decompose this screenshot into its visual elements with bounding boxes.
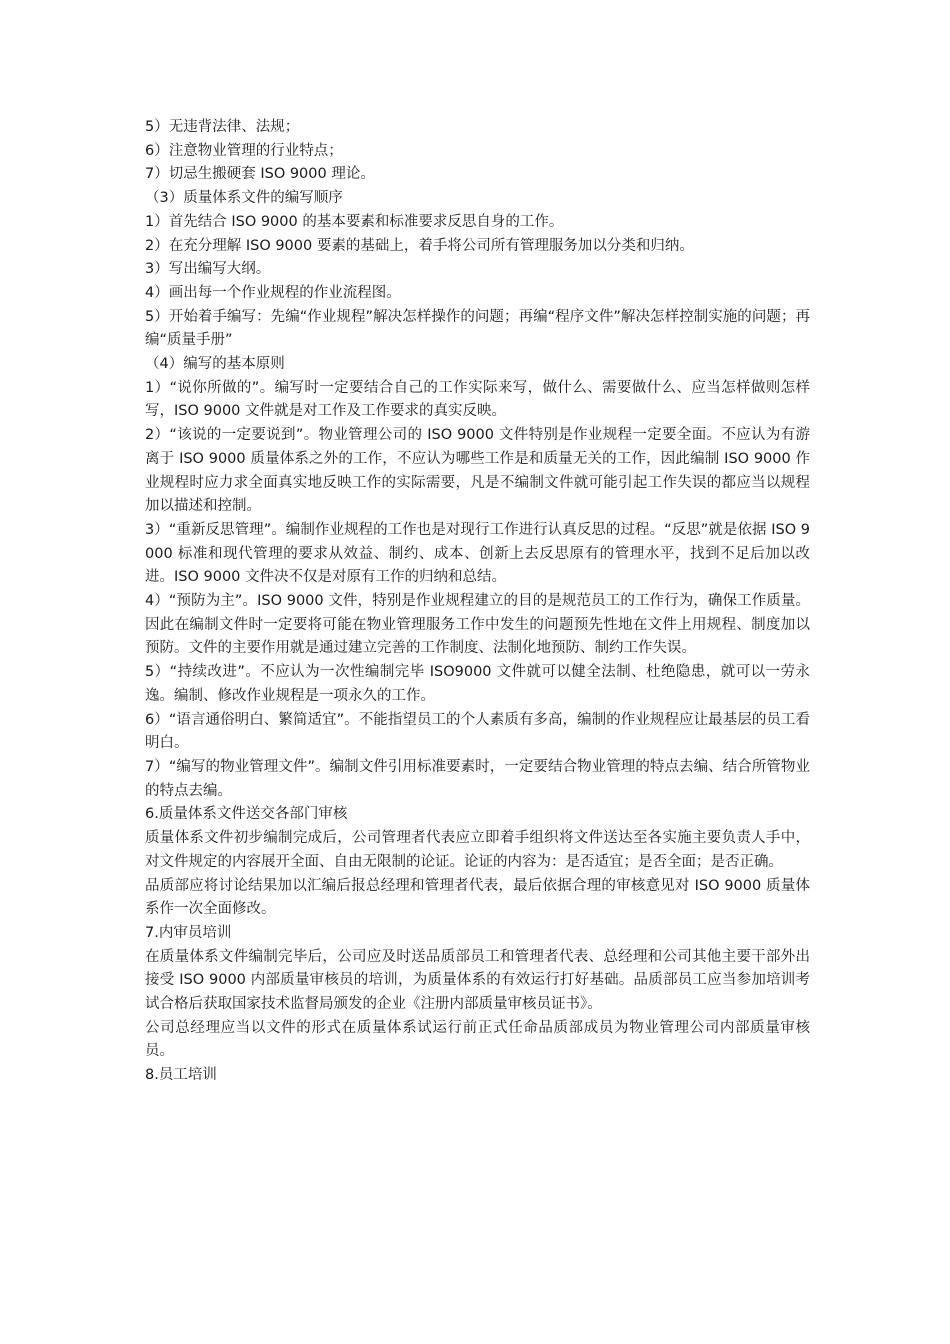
list-item: 4）画出每一个作业规程的作业流程图。 (145, 284, 401, 301)
list-item: 4）“预防为主”。ISO 9000 文件，特别是作业规程建立的目的是规范员工的工作行为，确保工作质量。因此在编制文件时一定要将可能在物业管理服务工作中发生的问题预先性地在文件上用规程、制度加以预防。文件的主要作用就是通过建立完善的工作制度、法制化地预防、制约工作失误。 (145, 593, 810, 657)
list-item: 6）注意物业管理的行业特点； (145, 142, 343, 159)
section-heading: （3）质量体系文件的编写顺序 (145, 190, 343, 207)
section-heading: （4）编写的基本原则 (145, 356, 285, 373)
list-item: 7）“编写的物业管理文件”。编制文件引用标准要素时，一定要结合物业管理的特点去编、结合所管物业的特点去编。 (145, 758, 810, 799)
paragraph: 公司总经理应当以文件的形式在质量体系试运行前正式任命品质部成员为物业管理公司内部质量审核员。 (145, 1019, 810, 1060)
list-item: 7）切忌生搬硬套 ISO 9000 理论。 (145, 166, 375, 183)
section-heading: 7.内审员培训 (145, 924, 232, 941)
list-item: 5）“持续改进”。不应认为一次性编制完毕 ISO9000 文件就可以健全法制、杜绝隐患，就可以一劳永逸。编制、修改作业规程是一项永久的工作。 (145, 664, 810, 704)
list-item: 3）写出编写大纲。 (145, 261, 271, 278)
section-heading: 8.员工培训 (145, 1067, 217, 1084)
paragraph: 品质部应将讨论结果加以汇编后报总经理和管理者代表，最后依据合理的审核意见对 ISO 9000 质量体系作一次全面修改。 (145, 877, 810, 918)
list-item: 2）在充分理解 ISO 9000 要素的基础上，着手将公司所有管理服务加以分类和归纳。 (145, 237, 694, 254)
list-item: 5）开始着手编写：先编“作业规程”解决怎样操作的问题；再编“程序文件”解决怎样控制实施的问题；再编“质量手册” (145, 308, 810, 349)
list-item: 6）“语言通俗明白、繁简适宜”。不能指望员工的个人素质有多高，编制的作业规程应让最基层的员工看明白。 (145, 711, 810, 752)
document-body (145, 116, 810, 1088)
list-item: 2）“该说的一定要说到”。物业管理公司的 ISO 9000 文件特别是作业规程一定要全面。不应认为有游离于 ISO 9000 质量体系之外的工作，不应认为哪些工作是和质量无关的工作，因此编制 ISO 9000 作业规程时应力求全面真实地反映工作的实际需要，凡是不编制文件就可能引起工作失误的都应当以规程加以描述和控制。 (145, 427, 810, 515)
list-item: 1）首先结合 ISO 9000 的基本要素和标准要求反思自身的工作。 (145, 213, 564, 230)
list-item: 5）无违背法律、法规； (145, 119, 300, 135)
paragraph: 在质量体系文件编制完毕后，公司应及时送品质部员工和管理者代表、总经理和公司其他主要干部外出接受 ISO 9000 内部质量审核员的培训，为质量体系的有效运行打好基础。品质部员工应当参加培训考试合格后获取国家技术监督局颁发的企业《注册内部质量审核员证书》。 (145, 948, 810, 1013)
paragraph: 质量体系文件初步编制完成后，公司管理者代表应立即着手组织将文件送达至各实施主要负责人手中，对文件规定的内容展开全面、自由无限制的论证。论证的内容为：是否适宜；是否全面；是否正确。 (145, 830, 810, 870)
list-item: 1）“说你所做的”。编写时一定要结合自己的工作实际来写，做什么、需要做什么、应当怎样做则怎样写，ISO 9000 文件就是对工作及工作要求的真实反映。 (145, 379, 810, 420)
list-item: 3）“重新反思管理”。编制作业规程的工作也是对现行工作进行认真反思的过程。“反思”就是依据 ISO 9000 标准和现代管理的要求从效益、制约、成本、创新上去反思原有的管理水平，找到不足后加以改进。ISO 9000 文件决不仅是对原有工作的归纳和总结。 (145, 521, 810, 586)
section-heading: 6.质量体系文件送交各部门审核 (145, 806, 348, 823)
